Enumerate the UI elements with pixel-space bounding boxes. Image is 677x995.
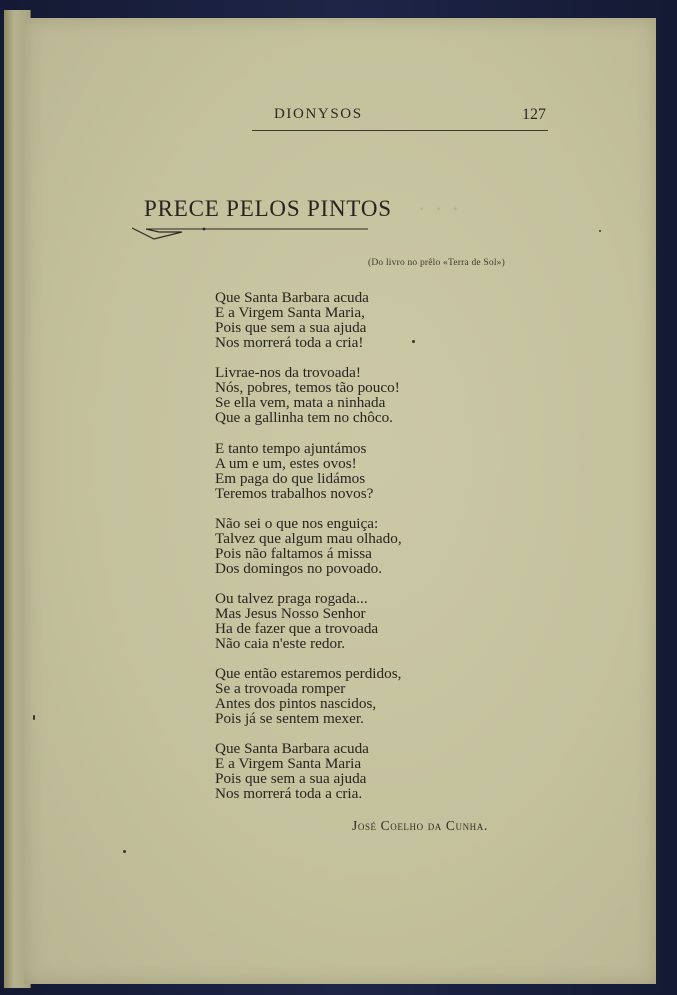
stanza-6 xyxy=(215,666,401,726)
poem-line: Se ella vem, mata a ninhada xyxy=(215,394,386,411)
poem-line: Ou talvez praga rogada... xyxy=(215,590,368,607)
poem-line: Em paga do que lidámos xyxy=(215,470,366,487)
poem-line: Teremos trabalhos novos? xyxy=(215,485,374,502)
poem-title: PRECE PELOS PINTOS xyxy=(144,196,392,221)
source-note: (Do livro no prêlo «Terra de Sol») xyxy=(368,258,505,268)
stanza-7 xyxy=(215,741,369,801)
stanza-1 xyxy=(215,290,369,350)
poem-line: Pois não faltamos á missa xyxy=(215,545,372,562)
poem-line: Antes dos pintos nascidos, xyxy=(215,695,377,712)
paper-speck xyxy=(599,230,601,232)
stanza-3 xyxy=(215,441,373,501)
poem-line: Que a gallinha tem no chôco. xyxy=(215,409,393,426)
poem-line: Que Santa Barbara acuda xyxy=(215,289,369,306)
poem-line: E a Virgem Santa Maria, xyxy=(215,304,365,321)
poem-line: Pois já se sentem mexer. xyxy=(215,710,364,727)
poem-line: Ha de fazer que a trovoada xyxy=(215,620,379,637)
poem-line: E a Virgem Santa Maria xyxy=(215,755,362,772)
stanza-4 xyxy=(215,516,402,576)
running-header xyxy=(252,106,548,131)
poem-line: Nos morrerá toda a cria! xyxy=(215,334,364,351)
paper-speck xyxy=(412,340,415,343)
poem-line: Talvez que algum mau olhado, xyxy=(215,530,402,547)
poem-line: Não sei o que nos enguiça: xyxy=(215,515,379,532)
poem-line: Dos domingos no povoado. xyxy=(215,560,383,577)
poem-line: Se a trovoada romper xyxy=(215,680,346,697)
poem-line: Nos morrerá toda a cria. xyxy=(215,785,363,802)
title-ornament-rule xyxy=(132,222,372,242)
poem-line: E tanto tempo ajuntámos xyxy=(215,440,367,457)
poem-line: Não caia n'este redor. xyxy=(215,635,346,652)
show-through-text: · · · xyxy=(418,196,461,221)
stanza-5 xyxy=(215,591,378,651)
poem-line: Que Santa Barbara acuda xyxy=(215,740,369,757)
poem-line: A um e um, estes ovos! xyxy=(215,455,357,472)
poem-line: Pois que sem a sua ajuda xyxy=(215,770,367,787)
author-signature: José Coelho da Cunha. xyxy=(352,818,488,833)
paper-speck xyxy=(123,850,126,853)
stanza-2 xyxy=(215,365,400,425)
running-title: DIONYSOS xyxy=(274,106,363,122)
poem-line: Pois que sem a sua ajuda xyxy=(215,319,367,336)
poem-line: Nós, pobres, temos tão pouco! xyxy=(215,379,400,396)
poem-line: Livrae-nos da trovoada! xyxy=(215,364,361,381)
poem-line: Mas Jesus Nosso Senhor xyxy=(215,605,366,622)
paper-speck xyxy=(33,715,35,720)
page-number: 127 xyxy=(522,106,546,123)
poem-line: Que então estaremos perdidos, xyxy=(215,665,402,682)
